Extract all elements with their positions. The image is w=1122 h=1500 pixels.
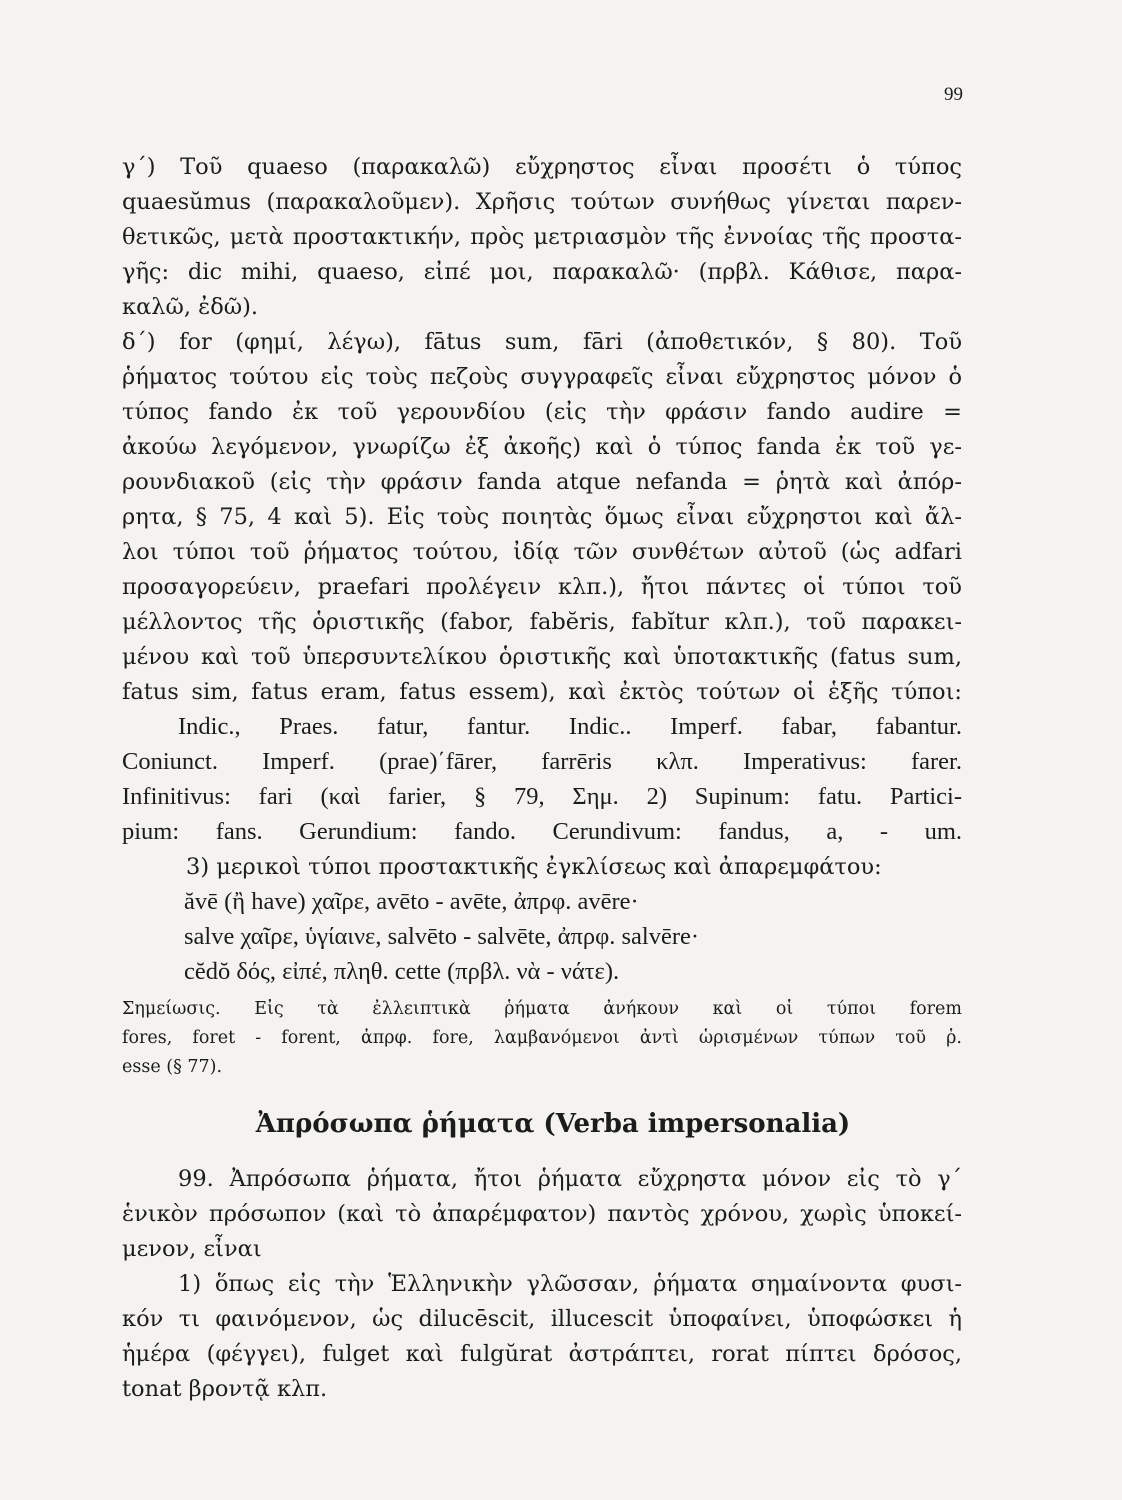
text-line: ăvē (ἢ have) χαῖρε, avēto - avēte, ἀπρφ. avēre· — [184, 888, 639, 915]
text-line: δ΄) for (φημί, λέγω), fātus sum, fāri (ἀποθετικόν, § 80). Τοῦ — [122, 329, 962, 355]
text-line: 99. Ἀπρόσωπα ῥήματα, ἤτοι ῥήματα εὔχρηστα μόνον εἰς τὸ γ΄ — [178, 1166, 962, 1192]
text-line: ἡμέρα (φέγγει), fulget καὶ fulgŭrat ἀστράπτει, rorat πίπτει δρόσος, — [122, 1341, 962, 1367]
text-line: pium: fans. Gerundium: fando. Cerundivum: fandus, a, - um. — [122, 818, 962, 845]
text-line: γ΄) Τοῦ quaeso (παρακαλῶ) εὔχρηστος εἶναι προσέτι ὁ τύπος — [122, 154, 962, 180]
text-line: ρητα, § 75, 4 καὶ 5). Εἰς τοὺς ποιητὰς ὅμως εἶναι εὔχρηστοι καὶ ἄλ- — [122, 504, 962, 530]
text-line: 3) μερικοὶ τύποι προστακτικῆς ἐγκλίσεως καὶ ἀπαρεμφάτου: — [186, 854, 882, 880]
text-line: ἀκούω λεγόμενον, γνωρίζω ἐξ ἀκοῆς) καὶ ὁ τύπος fanda ἐκ τοῦ γε- — [122, 434, 962, 460]
text-line: θετικῶς, μετὰ προστακτικήν, πρὸς μετριασμὸν τῆς ἐννοίας τῆς προστα- — [122, 224, 962, 250]
text-line: 1) ὅπως εἰς τὴν Ἑλληνικὴν γλῶσσαν, ῥήματα σημαίνοντα φυσι- — [178, 1271, 962, 1297]
text-line: κόν τι φαινόμενον, ὡς dilucēscit, illucescit ὑποφαίνει, ὑποφώσκει ἡ — [122, 1306, 962, 1332]
text-line: γῆς: dic mihi, quaeso, εἰπέ μοι, παρακαλῶ· (πρβλ. Κάθισε, παρα- — [122, 259, 962, 285]
text-line: ρουνδιακοῦ (εἰς τὴν φράσιν fanda atque nefanda = ῥητὰ καὶ ἀπόρ- — [122, 469, 962, 495]
text-line: λοι τύποι τοῦ ῥήματος τούτου, ἰδίᾳ τῶν συνθέτων αὐτοῦ (ὡς adfari — [122, 539, 962, 565]
text-line: fatus sim, fatus eram, fatus essem), καὶ ἐκτὸς τούτων οἱ ἑξῆς τύποι: — [122, 679, 962, 705]
note-line: Σημείωσις. Εἰς τὰ ἐλλειπτικὰ ῥήματα ἀνήκουν καὶ οἱ τύποι forem — [122, 999, 962, 1019]
text-line: cĕdŏ δός, εἰπέ, πληθ. cette (πρβλ. νὰ - νάτε). — [184, 958, 620, 985]
note-line: fores, foret - forent, ἀπρφ. fore, λαμβανόμενοι ἀντὶ ὡρισμένων τύπων τοῦ ῥ. — [122, 1028, 962, 1048]
text-line: μενον, εἶναι — [122, 1236, 262, 1262]
note-line: esse (§ 77). — [122, 1057, 223, 1077]
text-line: μέλλοντος τῆς ὁριστικῆς (fabor, fabĕris, fabĭtur κλπ.), τοῦ παρακει- — [122, 609, 962, 635]
text-line: προσαγορεύειν, praefari προλέγειν κλπ.), ἤτοι πάντες οἱ τύποι τοῦ — [122, 574, 962, 600]
text-line: quaesŭmus (παρακαλοῦμεν). Χρῆσις τούτων συνήθως γίνεται παρεν- — [122, 189, 962, 215]
text-line: Infinitivus: fari (καὶ farier, § 79, Σημ. 2) Supinum: fatu. Partici- — [122, 783, 962, 810]
section-heading: Ἀπρόσωπα ῥήματα (Verba impersonalia) — [255, 1109, 851, 1139]
text-line: salve χαῖρε, ὑγίαινε, salvēto - salvēte, ἀπρφ. salvēre· — [184, 923, 700, 950]
text-line: Indic., Praes. fatur, fantur. Indic.. Imperf. fabar, fabantur. — [178, 713, 962, 740]
text-line: Coniunct. Imperf. (prae)΄fārer, farrēris κλπ. Imperativus: farer. — [122, 748, 962, 775]
text-line: ἑνικὸν πρόσωπον (καὶ τὸ ἀπαρέμφατον) παντὸς χρόνου, χωρὶς ὑποκεί- — [122, 1201, 962, 1227]
text-line: μένου καὶ τοῦ ὑπερσυντελίκου ὁριστικῆς καὶ ὑποτακτικῆς (fatus sum, — [122, 644, 962, 670]
text-line: tonat βροντᾷ κλπ. — [122, 1376, 328, 1402]
text-line: τύπος fando ἐκ τοῦ γερουνδίου (εἰς τὴν φράσιν fando audire = — [122, 399, 962, 425]
page-number: 99 — [944, 84, 963, 105]
text-line: ῥήματος τούτου εἰς τοὺς πεζοὺς συγγραφεῖς εἶναι εὔχρηστος μόνον ὁ — [122, 364, 962, 390]
text-line: καλῶ, ἐδῶ). — [122, 294, 259, 320]
